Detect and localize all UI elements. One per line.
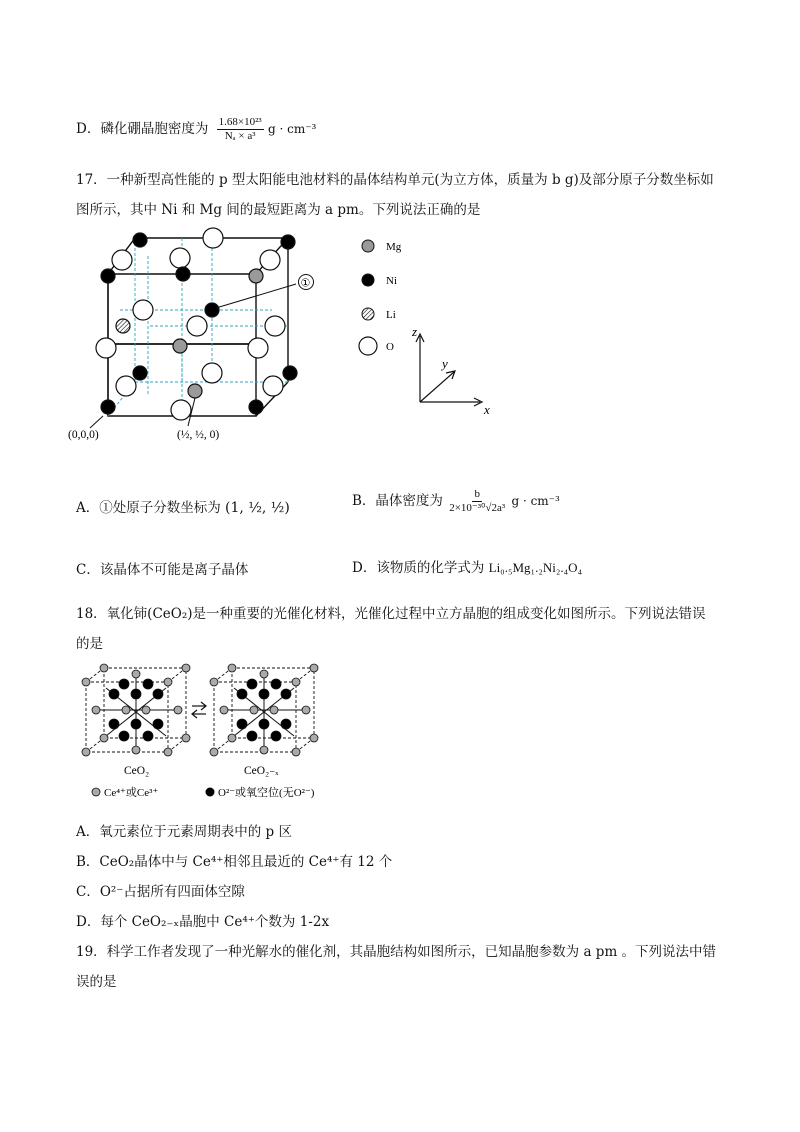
ceo2-cell xyxy=(82,664,190,756)
q16-density-fraction xyxy=(217,116,264,143)
q17-option-b-fraction xyxy=(447,488,507,515)
q16-unit: g · cm⁻³ xyxy=(267,122,317,136)
q17-option-a xyxy=(76,498,290,518)
q19-stem-line2: 误的是 xyxy=(76,974,117,990)
q19-stem-line1: 19．科学工作者发现了一种光解水的催化剂，其晶胞结构如图所示，已知晶胞参数为 a pm 。下列说法中错 xyxy=(76,944,717,960)
q16-option-d xyxy=(76,116,316,143)
q18-option-d: D．每个 CeO₂₋ₓ晶胞中 Ce⁴⁺个数为 1-2x xyxy=(76,914,330,930)
q17-crystal-figure xyxy=(60,226,540,456)
q17-axes xyxy=(416,334,482,406)
q17-option-d-formula: Li₀.₅Mg₁.₂Ni₂.₄O₄ xyxy=(488,560,583,575)
axis-y-label: y xyxy=(442,356,448,371)
marker-1-label: ① xyxy=(300,277,311,290)
cell2-label: CeO₂₋ₓ xyxy=(244,765,279,777)
q17-option-b-label: B．晶体密度为 xyxy=(352,493,443,509)
q17-option-d xyxy=(352,558,582,578)
cube-atoms xyxy=(96,228,297,420)
cell1-label: CeO₂ xyxy=(124,765,150,777)
q17-option-b-numerator: b xyxy=(474,488,480,500)
ceo2x-cell xyxy=(210,664,318,756)
q17-stem-line2: 图所示，其中 Ni 和 Mg 间的最短距离为 a pm。下列说法正确的是 xyxy=(76,202,481,218)
legend-mg: Mg xyxy=(386,241,402,253)
axis-z-label: z xyxy=(412,324,418,339)
q16-option-d-label: D．磷化硼晶胞密度为 xyxy=(76,121,209,137)
q17-option-b-unit: g · cm⁻³ xyxy=(511,494,560,508)
q17-legend xyxy=(359,240,402,355)
q18-stem-line2: 的是 xyxy=(76,636,103,652)
q18-stem-line1: 18．氧化铈(CeO₂)是一种重要的光催化材料，光催化过程中立方晶胞的组成变化如图所示。下列说法错误 xyxy=(76,606,706,622)
q18-option-b: B．CeO₂晶体中与 Ce⁴⁺相邻且最近的 Ce⁴⁺有 12 个 xyxy=(76,854,393,870)
transform-arrow xyxy=(192,702,206,718)
coord-half: (½, ½, 0) xyxy=(177,429,220,441)
legend-o: O²⁻或氧空位(无O²⁻) xyxy=(218,787,315,799)
coord-origin: (0,0,0) xyxy=(68,429,99,441)
q17-option-a-label: A．①处原子分数坐标为 xyxy=(76,500,221,516)
q17-option-d-label: D．该物质的化学式为 xyxy=(352,560,485,576)
q18-option-c: C．O²⁻占据所有四面体空隙 xyxy=(76,884,245,900)
legend-li: Li xyxy=(386,309,396,321)
q17-option-b xyxy=(352,488,560,515)
q17-option-c: C．该晶体不可能是离子晶体 xyxy=(76,562,249,578)
q16-fraction-denominator: Nₐ × a³ xyxy=(224,130,256,142)
legend-ni: Ni xyxy=(386,275,397,287)
q17-stem-line1: 17．一种新型高性能的 p 型太阳能电池材料的晶体结构单元(为立方体，质量为 b g)及部分原子分数坐标如 xyxy=(76,172,714,188)
legend-o: O xyxy=(386,341,394,353)
q16-fraction-numerator: 1.68×10²³ xyxy=(218,116,262,128)
q18-option-a: A．氧元素位于元素周期表中的 p 区 xyxy=(76,824,292,840)
legend-ce: Ce⁴⁺或Ce³⁺ xyxy=(104,787,159,799)
q17-option-a-value: (1, ½, ½) xyxy=(225,500,290,516)
axis-x-label: x xyxy=(484,402,490,417)
q18-ceo2-figure xyxy=(74,660,354,808)
q17-option-b-denominator: 2×10⁻³⁰√2a³ xyxy=(449,502,506,514)
